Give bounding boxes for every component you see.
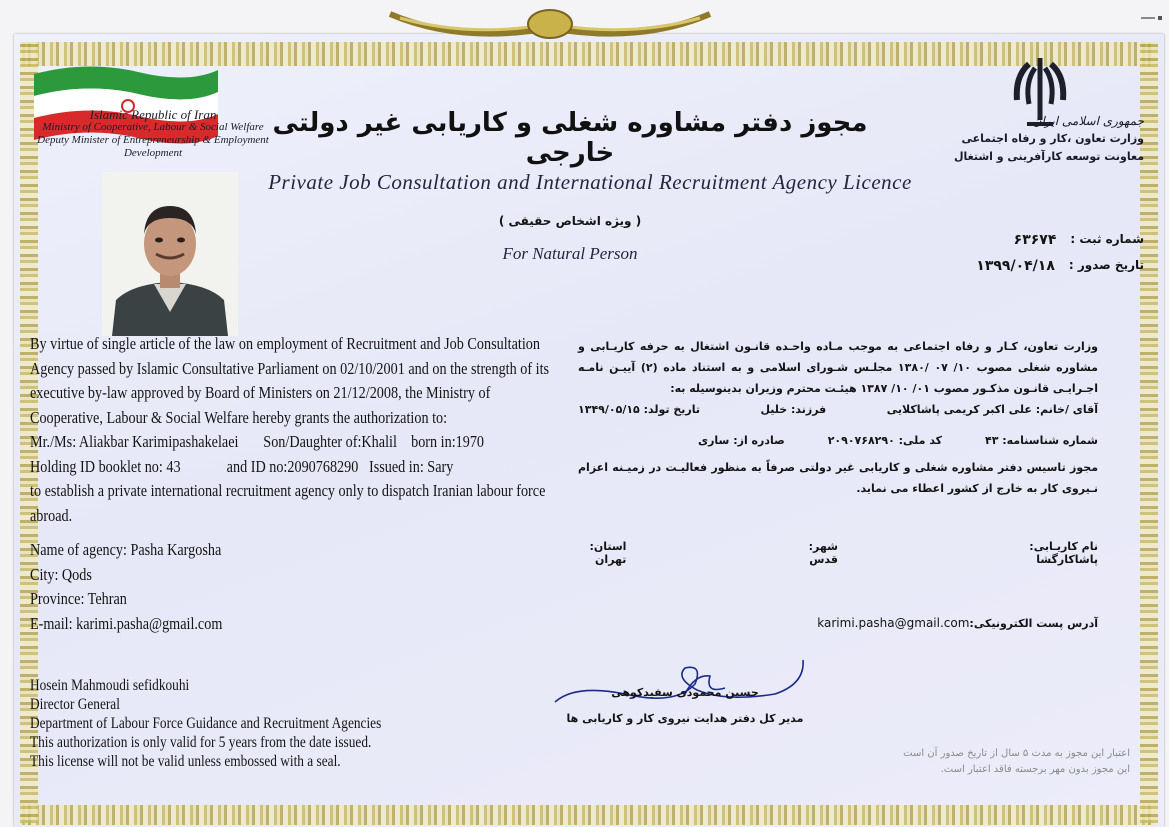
persian-purpose: مجوز تاسیس دفتر مشاوره شغلی و کاریابی غیر دولتی صرفاً به منظور فعالیـت در زمیـنه اعزام نـیروی کار به خارج از کشور اعطاء می نماید. — [578, 461, 1098, 495]
holder-name-en: Mr./Ms: Aliakbar Karimipashakelaei — [30, 432, 239, 451]
holder-parent-fa: فرزند: خلیل — [760, 403, 827, 416]
crest-ornament-icon — [380, 4, 720, 48]
english-body — [30, 332, 563, 528]
persian-agency-details — [578, 540, 1098, 566]
director-name-en: Hosein Mahmoudi sefidkouhi — [30, 677, 190, 694]
holder-name-fa: آقای /خانم: علی اکبر کریمی پاشاکلایی — [886, 403, 1098, 416]
agency-email-en: E-mail: karimi.pasha@gmail.com — [30, 613, 223, 633]
persian-id-row — [578, 430, 1098, 451]
email-label-fa: آدرس پست الکترونیکی: — [969, 617, 1098, 630]
agency-province-fa: استان: تهران — [589, 540, 627, 566]
issue-date-value: ۱۳۹۹/۰۴/۱۸ — [976, 258, 1055, 274]
persian-body — [578, 336, 1098, 499]
persian-validity-notes — [850, 746, 1130, 778]
persian-email-row — [578, 616, 1098, 630]
ornamental-border-bottom — [22, 805, 1156, 825]
seal-note-en: This license will not be valid unless embossed with a seal. — [30, 753, 341, 770]
persian-person-row — [578, 399, 1098, 420]
validity-note-en: This authorization is only valid for 5 years from the date issued. — [30, 734, 372, 751]
registration-number-label: شماره ثبت : — [1070, 232, 1144, 246]
agency-name-fa: نام کاریـابی: پاشاکارگشا — [1029, 540, 1098, 566]
issued-fa: صادره از: ساری — [698, 434, 785, 447]
english-signature-block — [30, 676, 477, 771]
left-header-text — [28, 108, 278, 160]
persian-intro: وزارت تعاون، کـار و رفاه اجتماعی به موجب مـاده واحـده قانـون اشتغال به حرفه کاریـابی و مشاوره شغلی مصوب ۱۰/ ۰۷ /۱۳۸۰ مجلـس شـورای اسلامی و به استناد ماده (۲) آییـن نامـه اجـرایـی قانـون مذکـور مصوب ۰۱/ ۱۰/ ۱۳۸۷ هیئـت محترم وزیران بدینوسیله به: — [578, 340, 1098, 395]
persian-signature-block — [560, 680, 810, 732]
licence-title-fa: مجوز دفتر مشاوره شغلی و کاریابی غیر دولتی خارجی — [272, 108, 868, 168]
right-header-line-3: معاونت توسعه کارآفرینی و اشتغال — [953, 150, 1144, 163]
agency-city-fa: شهر: قدس — [808, 540, 838, 566]
english-id-line — [30, 455, 563, 480]
issued-en: Issued in: Sary — [368, 456, 454, 476]
validity-note-fa: اعتبار این مجوز به مدت ۵ سال از تاریخ صدور آن است — [903, 748, 1130, 759]
right-header-line-1: جمهوری اسلامی ایران — [1032, 114, 1144, 128]
right-header-line-2: وزارت تعاون ،کار و رفاه اجتماعی — [961, 132, 1144, 145]
corner-mark-icon — [1141, 14, 1163, 22]
id-booklet-en: Holding ID booklet no: 43 — [30, 456, 181, 476]
english-agency-details — [30, 538, 222, 636]
right-header-text — [920, 112, 1144, 166]
department-en: Department of Labour Force Guidance and Recruitment Agencies — [30, 715, 382, 732]
holder-born-en: born in:1970 — [411, 432, 485, 451]
agency-province-en: Province: Tehran — [30, 589, 127, 608]
holder-photo — [102, 172, 238, 336]
agency-name-en: Name of agency: Pasha Kargosha — [30, 540, 222, 559]
agency-city-en: City: Qods — [30, 564, 92, 584]
left-header-line-1: Islamic Republic of Iran — [89, 107, 217, 122]
id-number-en: and ID no:2090768290 — [226, 456, 359, 476]
seal-note-fa: این مجوز بدون مهر برجسته فاقد اعتبار است. — [940, 764, 1130, 775]
director-title-en: Director General — [30, 696, 120, 713]
national-code-fa: کد ملی: ۲۰۹۰۷۶۸۲۹۰ — [827, 434, 943, 447]
english-purpose: to establish a private international recruitment agency only to dispatch Iranian labour force abroad. — [30, 481, 546, 525]
director-name-fa: حسین محمودی سفیدکوهی — [611, 686, 759, 699]
issue-date-label: تاریخ صدور : — [1068, 258, 1144, 272]
id-booklet-fa: شماره شناسنامه: ۴۳ — [984, 434, 1098, 447]
english-person-line — [30, 430, 563, 455]
licence-subtitle-en: For Natural Person — [502, 244, 638, 263]
licence-title-en: Private Job Consultation and International Recruitment Agency Licence — [268, 170, 912, 194]
english-intro: By virtue of single article of the law on employment of Recruitment and Job Consultation Agency passed by Islamic Consultative Parliament on 02/10/2001 and on the strength of its executive by-law approved by Board of Ministers on 21/12/2008, the Ministry of Cooperative, Labour & Social Welfare hereby grants the authorization to: — [30, 334, 550, 427]
director-title-fa: مدیر کل دفتر هدایت نیروی کار و کاریابی ها — [566, 712, 804, 725]
registration-block — [930, 232, 1144, 284]
holder-parent-en: Son/Daughter of:Khalil — [263, 432, 397, 451]
registration-number-value: ۶۳۶۷۴ — [1013, 232, 1057, 248]
left-header-line-2: Ministry of Cooperative, Labour & Social Welfare — [42, 121, 264, 133]
left-header-line-3: Deputy Minister of Entrepreneurship & Employment Development — [37, 134, 269, 159]
agency-email-fa: karimi.pasha@gmail.com — [817, 616, 970, 630]
licence-subtitle-fa: ( ویژه اشخاص حقیقی ) — [498, 214, 642, 228]
holder-birth-fa: تاریخ تولد: ۱۳۴۹/۰۵/۱۵ — [578, 403, 700, 416]
